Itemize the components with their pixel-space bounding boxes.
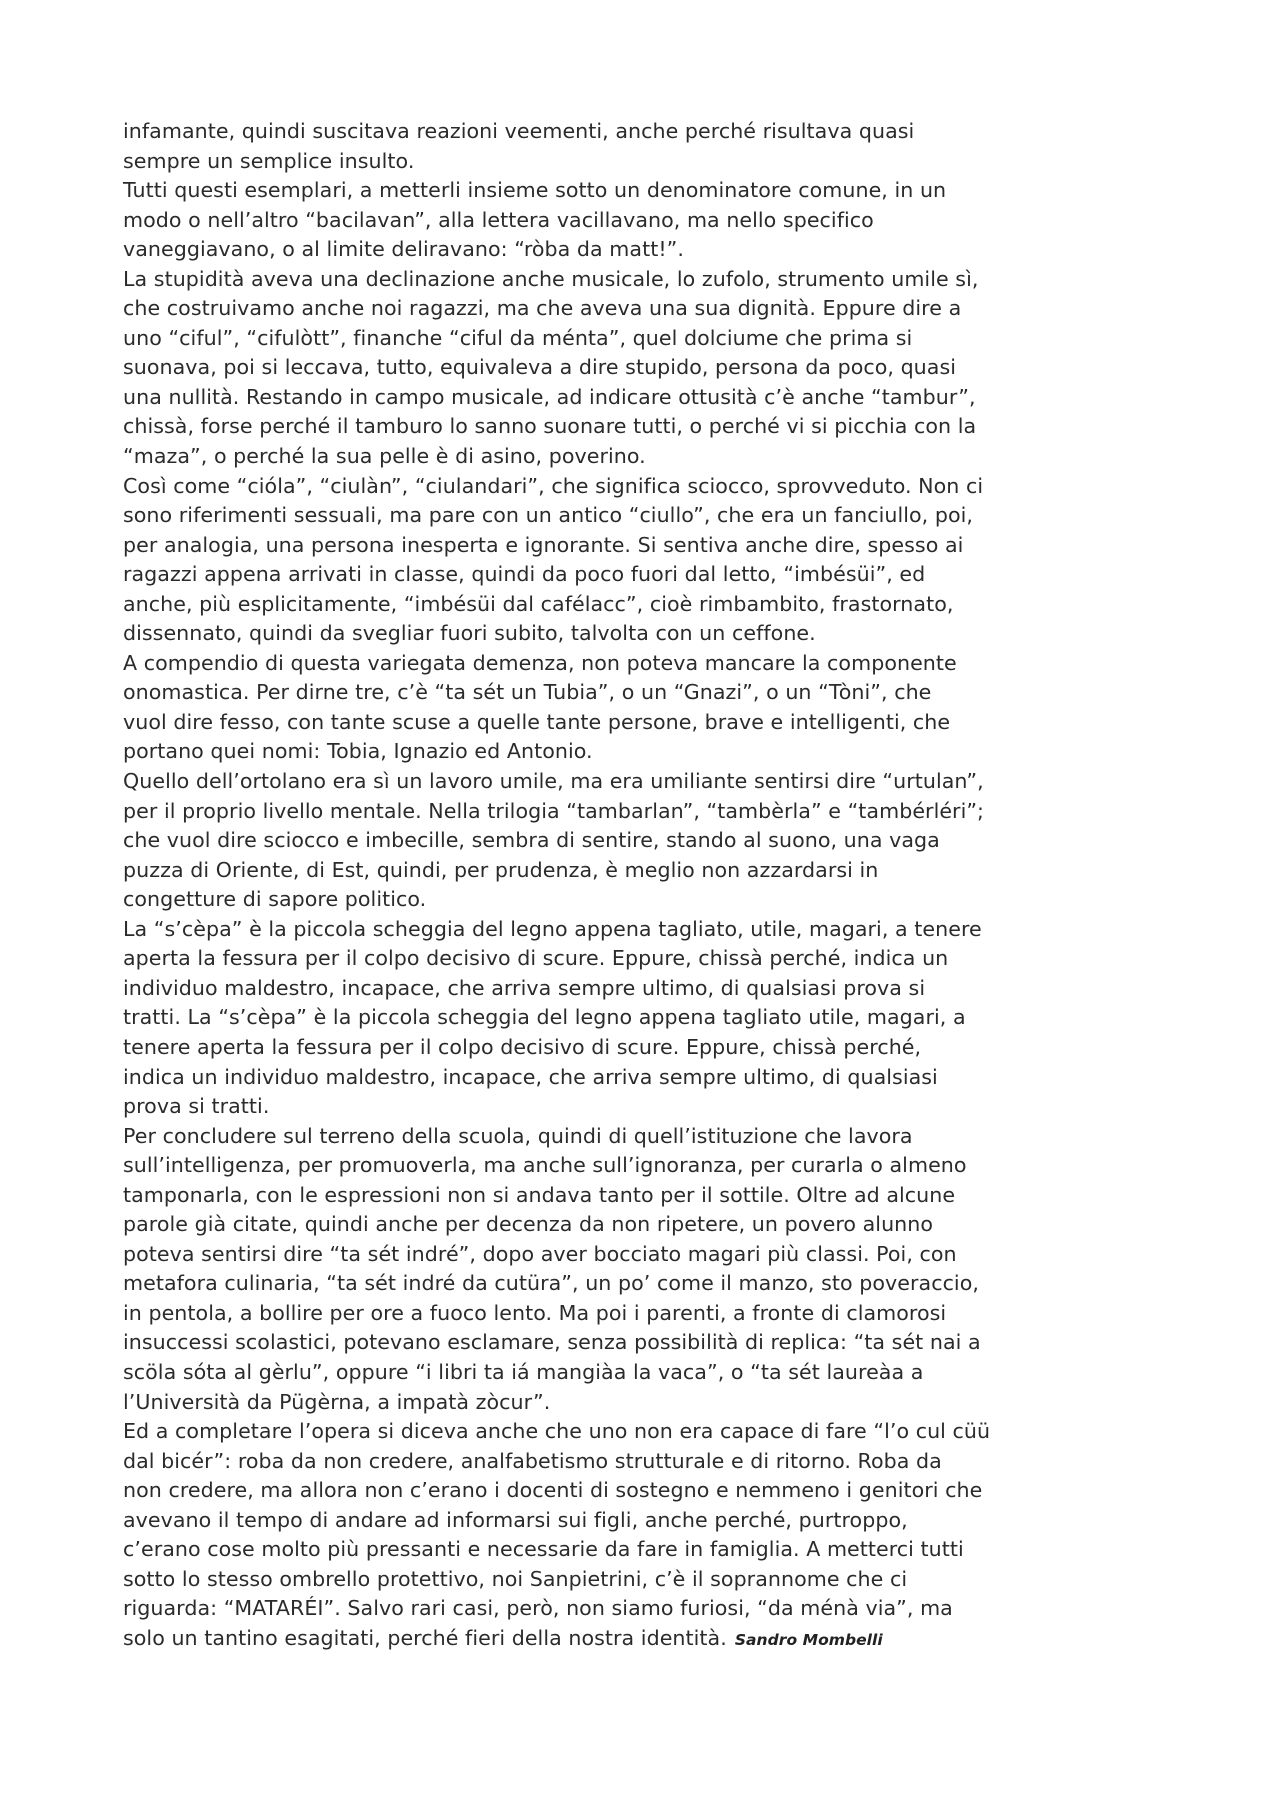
text-line: Ed a completare l’opera si diceva anche che uno non era capace di fare “l’o cul cüü [123, 1419, 991, 1444]
text-line: metafora culinaria, “ta sét indré da cutüra”, un po’ come il manzo, sto poveraccio, [123, 1271, 979, 1296]
text-line: in pentola, a bollire per ore a fuoco lento. Ma poi i parenti, a fronte di clamorosi [123, 1300, 947, 1325]
text-line: tratti. La “s’cèpa” è la piccola scheggia del legno appena tagliato utile, magari, a [123, 1005, 966, 1030]
author-signature: Sandro Mombelli [734, 1630, 883, 1649]
text-line: sotto lo stesso ombrello protettivo, noi Sanpietrini, c’è il soprannome che ci [123, 1566, 908, 1591]
text-line: La stupidità aveva una declinazione anche musicale, lo zufolo, strumento umile sì, [123, 266, 979, 291]
text-line: scöla sóta al gèrlu”, oppure “i libri ta iá mangiàa la vaca”, o “ta sét laureàa a [123, 1359, 924, 1384]
document-body [123, 117, 1183, 1653]
text-line: dal bicér”: roba da non credere, analfabetismo strutturale e di ritorno. Roba da [123, 1448, 942, 1473]
text-line: puzza di Oriente, di Est, quindi, per prudenza, è meglio non azzardarsi in [123, 857, 879, 882]
text-line: portano quei nomi: Tobia, Ignazio ed Antonio. [123, 739, 593, 764]
text-line: per il proprio livello mentale. Nella trilogia “tambarlan”, “tambèrla” e “tambérléri”; [123, 798, 985, 823]
text-line: A compendio di questa variegata demenza, non poteva mancare la componente [123, 650, 957, 675]
text-line: sempre un semplice insulto. [123, 148, 415, 173]
last-text-line [123, 1624, 1183, 1654]
text-line: uno “ciful”, “cifulòtt”, finanche “ciful da ménta”, quel dolciume che prima si [123, 325, 913, 350]
text-line: poteva sentirsi dire “ta sét indré”, dopo aver bocciato magari più classi. Poi, con [123, 1241, 957, 1266]
text-line: infamante, quindi suscitava reazioni veementi, anche perché risultava quasi [123, 119, 915, 143]
text-line: che costruivamo anche noi ragazzi, ma che aveva una sua dignità. Eppure dire a [123, 296, 962, 321]
text-line: La “s’cèpa” è la piccola scheggia del legno appena tagliato, utile, magari, a tenere [123, 916, 982, 941]
text-line: vuol dire fesso, con tante scuse a quelle tante persone, brave e intelligenti, che [123, 709, 951, 734]
text-line: ragazzi appena arrivati in classe, quindi da poco fuori dal letto, “imbésüi”, ed [123, 562, 926, 587]
text-line: Tutti questi esemplari, a metterli insieme sotto un denominatore comune, in un [123, 178, 947, 203]
text-line: sull’intelligenza, per promuoverla, ma anche sull’ignoranza, per curarla o almeno [123, 1153, 967, 1178]
text-line: riguarda: “MATARÉI”. Salvo rari casi, però, non siamo furiosi, “da ménà via”, ma [123, 1596, 953, 1621]
text-line: tenere aperta la fessura per il colpo decisivo di scure. Eppure, chissà perché, [123, 1034, 922, 1059]
text-line: suonava, poi si leccava, tutto, equivaleva a dire stupido, persona da poco, quasi [123, 355, 957, 380]
text-line: sono riferimenti sessuali, ma pare con un antico “ciullo”, che era un fanciullo, poi, [123, 503, 973, 528]
text-line: c’erano cose molto più pressanti e necessarie da fare in famiglia. A metterci tutti [123, 1537, 964, 1562]
text-line: indica un individuo maldestro, incapace, che arriva sempre ultimo, di qualsiasi [123, 1064, 938, 1089]
text-line: Così come “cióla”, “ciulàn”, “ciulandari”, che significa sciocco, sprovveduto. Non ci [123, 473, 984, 498]
text-line: Quello dell’ortolano era sì un lavoro umile, ma era umiliante sentirsi dire “urtulan”, [123, 769, 984, 794]
text-line: solo un tantino esagitati, perché fieri della nostra identità. [123, 1625, 727, 1650]
text-line: avevano il tempo di andare ad informarsi sui figli, anche perché, purtroppo, [123, 1507, 908, 1532]
text-line: prova si tratti. [123, 1094, 270, 1119]
text-line: parole già citate, quindi anche per decenza da non ripetere, un povero alunno [123, 1212, 934, 1237]
text-line: aperta la fessura per il colpo decisivo di scure. Eppure, chissà perché, indica un [123, 946, 949, 971]
text-line: non credere, ma allora non c’erano i docenti di sostegno e nemmeno i genitori che [123, 1478, 983, 1503]
text-line: che vuol dire sciocco e imbecille, sembra di sentire, stando al suono, una vaga [123, 828, 940, 853]
text-line: onomastica. Per dirne tre, c’è “ta sét un Tubia”, o un “Gnazi”, o un “Tòni”, che [123, 680, 932, 705]
text-line: per analogia, una persona inesperta e ignorante. Si sentiva anche dire, spesso ai [123, 532, 964, 557]
text-line: congetture di sapore politico. [123, 887, 427, 912]
text-line: chissà, forse perché il tamburo lo sanno suonare tutti, o perché vi si picchia con la [123, 414, 977, 439]
text-line: tamponarla, con le espressioni non si andava tanto per il sottile. Oltre ad alcune [123, 1182, 956, 1207]
text-line: una nullità. Restando in campo musicale, ad indicare ottusità c’è anche “tambur”, [123, 384, 976, 409]
text-line: “maza”, o perché la sua pelle è di asino, poverino. [123, 444, 646, 469]
text-line: modo o nell’altro “bacilavan”, alla lettera vacillavano, ma nello specifico [123, 207, 874, 232]
text-line: dissennato, quindi da svegliar fuori subito, talvolta con un ceffone. [123, 621, 816, 646]
text-line: vaneggiavano, o al limite deliravano: “ròba da matt!”. [123, 237, 684, 262]
text-line: insuccessi scolastici, potevano esclamare, senza possibilità di replica: “ta sét nai a [123, 1330, 981, 1355]
text-line: individuo maldestro, incapace, che arriva sempre ultimo, di qualsiasi prova si [123, 975, 926, 1000]
text-line: Per concludere sul terreno della scuola, quindi di quell’istituzione che lavora [123, 1123, 913, 1148]
text-line: anche, più esplicitamente, “imbésüi dal cafélacc”, cioè rimbambito, frastornato, [123, 591, 954, 616]
text-line: l’Università da Pügèrna, a impatà zòcur”. [123, 1389, 551, 1414]
